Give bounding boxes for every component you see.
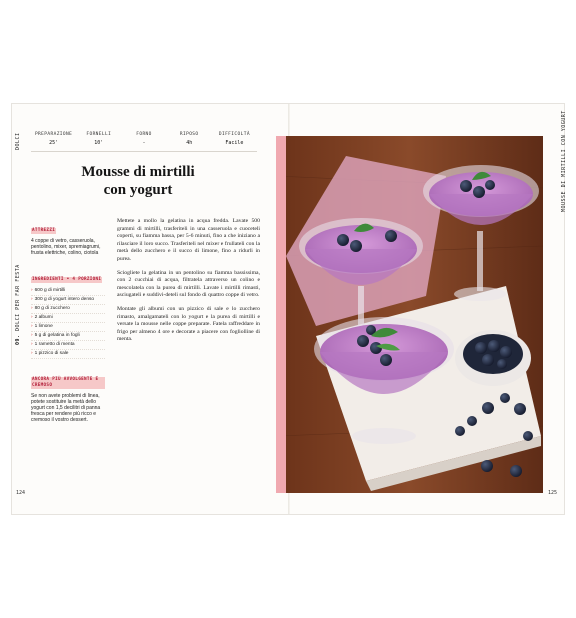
tip-heading: ANCORA PIÙ AVVOLGENTE E CREMOSO xyxy=(31,377,105,389)
section-label xyxy=(15,264,21,345)
info-difficulty xyxy=(212,132,257,151)
info-label: PREPARAZIONE xyxy=(34,132,73,137)
ingredients-list xyxy=(31,287,105,359)
ingredient-item: › 1 limone xyxy=(31,323,105,332)
method-paragraph: Mettete a mollo la gelatina in acqua fredda. Lavate 500 grammi di mirtilli, trasferiteli in una casseruola e cuoceteli coperti, su fiamma bassa, per 5-6 minuti, fino a che iniziano a rilasciare il loro succo. Trasferiteli nel mixer e frullateli con la metà dello zucchero e il succo di limone, fino a ridurli in purea. xyxy=(117,218,260,262)
equipment-heading: ATTREZZI xyxy=(32,228,56,233)
method-paragraph: Montate gli albumi con un pizzico di sale e lo zucchero rimasto, amalgamateli con lo yogurt e la purea di mirtilli e versate la mousse nelle coppe preparate. Fatela raffreddare in frigo per almeno 4 ore e decorate a piacere con fogliolline di menta. xyxy=(117,305,260,343)
info-value: 25' xyxy=(49,140,59,146)
recipe-photo xyxy=(276,136,543,493)
ingredient-item: › 300 g di yogurt intero denso xyxy=(31,296,105,305)
recipe-title xyxy=(40,163,236,199)
info-oven xyxy=(121,132,166,151)
info-value: 4h xyxy=(186,140,193,146)
arrow-icon: › xyxy=(31,332,33,338)
info-value: Facile xyxy=(225,140,244,146)
title-line-2: con yogurt xyxy=(103,182,173,198)
equipment-text: 4 coppe di vetro, casseruola, pentolino, mixer, spremiagrumi, frusta elettriche, colino, ciotola xyxy=(31,238,101,257)
ingredient-item: › 1 rametto di menta xyxy=(31,341,105,350)
info-label: DIFFICOLTÀ xyxy=(218,132,250,137)
info-preparation xyxy=(31,132,76,151)
info-stove xyxy=(76,132,121,151)
arrow-icon: › xyxy=(31,305,33,311)
running-head-left: DOLCI xyxy=(15,132,21,150)
section-number: 09. xyxy=(15,334,21,345)
arrow-icon: › xyxy=(31,350,33,356)
method-paragraph: Sciogliete la gelatina in un pentolino su fiamma bassissima, con 2 cucchiai di acqua, filtratela attraverso un colino e mescolatela con la purea di mirtilli. Lavate i mirtilli rimasti, asciugateli e suddivi-deteli sul fondo di quattro coppe di vetro. xyxy=(117,269,260,299)
mousse-photo-illustration xyxy=(276,136,543,493)
section-name: DOLCI PER FAR FESTA xyxy=(15,264,21,331)
ingredients-heading: INGREDIENTI • 4 PORZIONI xyxy=(32,276,102,282)
info-value: - xyxy=(142,140,146,146)
page-number-right: 125 xyxy=(548,490,558,496)
ingredient-item: › 600 g di mirtilli xyxy=(31,287,105,296)
ingredient-item: › 2 albumi xyxy=(31,314,105,323)
info-label: FORNO xyxy=(136,132,152,137)
page-number-left: 124 xyxy=(16,490,26,496)
recipe-info-strip xyxy=(31,132,257,152)
arrow-icon: › xyxy=(31,287,33,293)
info-label: FORNELLI xyxy=(86,132,112,137)
running-head-right: MOUSSE DI MIRTILLI CON YOGURT xyxy=(561,110,567,212)
ingredient-item: › 80 g di zucchero xyxy=(31,305,105,314)
arrow-icon: › xyxy=(31,323,33,329)
ingredient-item: › 5 g di gelatina in fogli xyxy=(31,332,105,341)
tip-text: Se non avete problemi di linea, potete sostituire la metà dello yogurt con 1,5 decilitri di panna fresca per rendere più ricco e cremoso il vostro dessert. xyxy=(31,392,101,424)
arrow-icon: › xyxy=(31,314,33,320)
sidebar xyxy=(31,218,105,424)
method-text xyxy=(117,218,260,350)
info-value: 10' xyxy=(94,140,104,146)
info-label: RIPOSO xyxy=(179,132,199,137)
ingredient-item: › 1 pizzico di sale xyxy=(31,350,105,359)
arrow-icon: › xyxy=(31,296,33,302)
title-line-1: Mousse di mirtilli xyxy=(81,164,195,180)
arrow-icon: › xyxy=(31,341,33,347)
info-rest xyxy=(167,132,212,151)
